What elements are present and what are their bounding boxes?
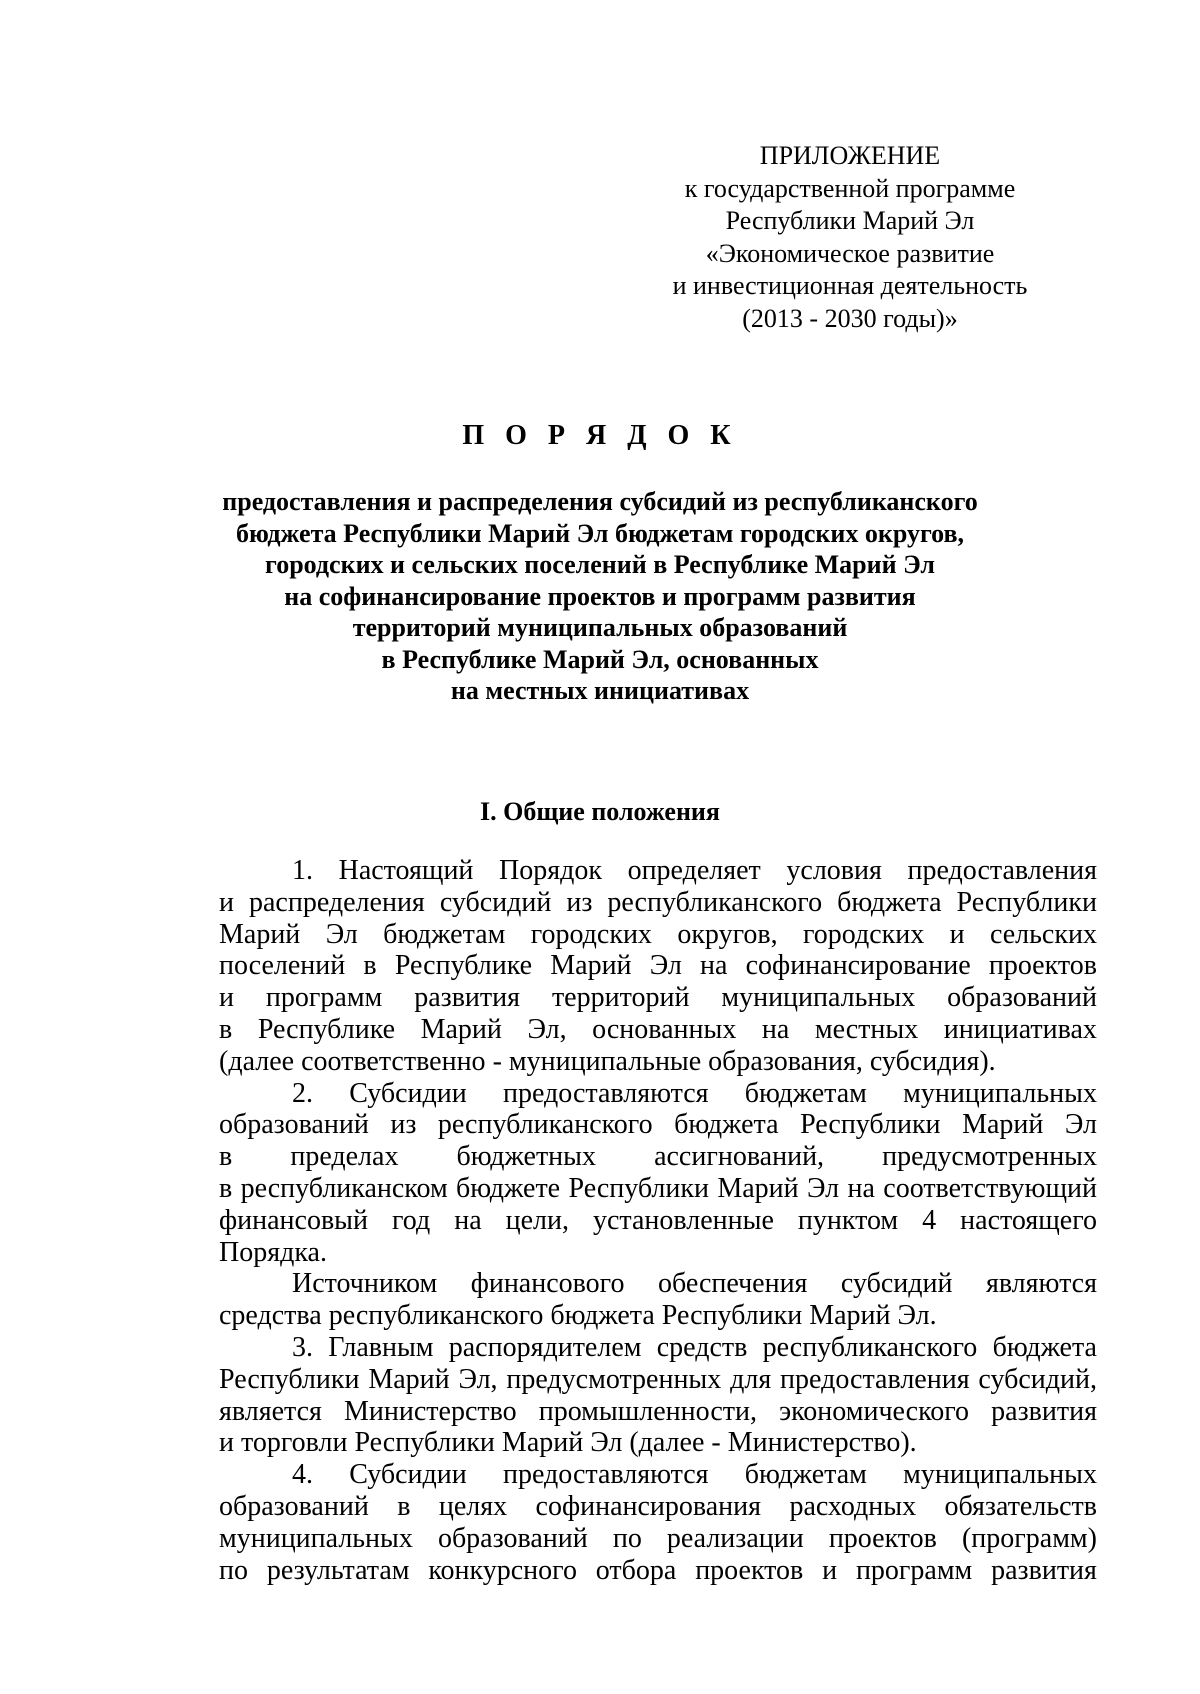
appendix-line: (2013 - 2030 годы)» [742,303,958,333]
body-line [219,919,1097,951]
body-word: местных [814,1013,919,1045]
body-word: муниципальных [903,1077,1097,1109]
subtitle-line: на местных инициативах [450,676,750,705]
body-word: Марий [501,1427,584,1459]
body-word: городских [530,918,652,950]
appendix-line: «Экономическое развитие [705,238,995,268]
body-word: Марий [219,918,301,950]
body-word: (далее [629,1427,705,1459]
body-word: Республике [394,950,533,982]
body-word: субсидий, [978,1363,1097,1395]
body-word: бюджета [550,1300,655,1332]
body-word: на [454,1204,482,1236]
body-word: софинансирования [535,1490,762,1522]
body-word: бюджета [992,1331,1097,1363]
body-word: программ [855,1554,973,1586]
body-word: муниципальные [508,1045,702,1077]
body-word: основанных [592,1013,737,1045]
body-word: городских [802,918,925,950]
body-word: Эл [325,918,358,950]
body-word: проектов [695,1554,804,1586]
body-word: бюджетных [456,1141,596,1173]
body-word: Министерство). [727,1427,917,1459]
document-subtitle [0,486,1200,707]
body-word: реализации [666,1522,804,1554]
body-word: предоставляются [502,1459,709,1491]
body-word: (программ) [961,1522,1097,1554]
body-word: по [219,1554,248,1586]
body-line [219,855,1097,887]
body-word: распорядителем [448,1331,642,1363]
section-heading: I. Общие положения [480,797,720,826]
body-word: республиканском [240,1172,448,1204]
body-word: Республики [800,1109,941,1141]
body-word: муниципальных [721,982,916,1014]
body-word: округов, [677,918,778,950]
body-word: предоставляются [502,1077,709,1109]
body-word: Республики [568,1172,709,1204]
body-word: расходных [789,1490,917,1522]
body-word: республиканского [762,1331,978,1363]
body-word: предусмотренных [506,1363,722,1395]
body-word: Марий [809,1300,891,1332]
body-line [219,1141,1097,1173]
body-word: Эл [590,1427,623,1459]
body-word: в [397,1490,411,1522]
appendix-line: Республики Марий Эл [725,206,975,235]
body-word: результатам [266,1554,410,1586]
body-line [219,1078,1097,1110]
body-word: год [391,1204,431,1236]
body-word: пунктом [797,1204,899,1236]
body-line [219,982,1097,1014]
body-word: определяет [627,855,761,886]
body-line [219,1173,1097,1205]
appendix-block [650,140,1050,335]
body-word: образований [947,982,1097,1014]
body-word: бюджета [837,886,942,918]
body-word: цели, [505,1204,569,1236]
body-word: Эл, [527,1013,567,1045]
body-word: проектов [828,1522,937,1554]
body-word: в [219,1013,233,1045]
body-word: Субсидии [349,1077,467,1109]
body-word: бюджетам [744,1459,867,1491]
body-word: на [761,1013,790,1045]
body-word: Порядок [499,855,602,886]
body-word: распределения [248,886,425,918]
body-line [219,887,1097,919]
body-word: бюджете [456,1172,561,1204]
body-word: бюджета [674,1109,779,1141]
body-line [219,1014,1097,1046]
body-word: Эл [807,1172,840,1204]
body-word: из [566,886,593,918]
body-word: является [219,1395,322,1427]
body-line [219,1332,1097,1364]
body-word: и [822,1554,838,1586]
body-word: субсидий [439,886,552,918]
subtitle-line: предоставления и распределения субсидий из республиканского [222,487,978,516]
body-word: в [363,950,377,982]
body-word: в [219,1141,233,1173]
body-word: условия [786,855,882,886]
body-word: развития [991,1554,1097,1586]
body-word: сельских [989,918,1097,950]
body-word: Настоящий [338,855,474,886]
body-word: образований [219,1490,369,1522]
body-line [219,1300,1097,1332]
body-word: и [219,886,234,918]
body-word: субсидия). [869,1045,996,1077]
body-word: развития [414,982,520,1014]
body-word: и [949,918,965,950]
body-text [219,855,1097,1586]
body-word: Эл [1064,1109,1097,1141]
body-word: - [711,1427,721,1459]
subtitle-line: городских и сельских поселений в Республике Марий Эл [265,550,935,579]
body-word: ассигнований, [654,1141,825,1173]
body-word: проектов [988,950,1097,982]
body-word: Республики [354,1427,495,1459]
body-word: образований [219,1109,369,1141]
body-word: муниципальных [219,1522,413,1554]
body-word: Эл [649,950,682,982]
body-word: Эл, [458,1363,498,1395]
subtitle-line: на софинансирование проектов и программ развития [284,581,916,611]
body-word: - [492,1045,502,1077]
body-word: конкурсного [428,1554,577,1586]
body-word: Марий [717,1172,799,1204]
body-line [219,1205,1097,1237]
appendix-line: ПРИЛОЖЕНИЕ [759,141,941,170]
body-line [219,1491,1097,1523]
body-line [219,1046,1097,1078]
body-word: предоставления [780,1363,970,1395]
body-word: республиканского [607,886,823,918]
body-word: установленные [593,1204,774,1236]
body-word: средства [219,1300,322,1332]
body-word: финансовый [219,1204,368,1236]
body-word: Республики [219,1363,360,1395]
body-word: республиканского [328,1300,544,1332]
body-word: средств [656,1331,748,1363]
body-word: 4. [292,1459,313,1491]
body-word: Главным [328,1331,434,1363]
body-line [219,950,1097,982]
body-word: соответственно [301,1045,486,1077]
body-word: и [219,1427,234,1459]
body-word: поселений [219,950,346,982]
body-word: Марий [962,1109,1044,1141]
body-word: и [219,982,234,1014]
body-word: Источником [292,1268,438,1300]
body-word: обязательств [944,1490,1097,1522]
subtitle-line: в Республике Марий Эл, основанных [381,644,819,674]
body-word: субсидий [840,1268,953,1300]
body-word: бюджетам [744,1077,867,1109]
body-line [219,1523,1097,1555]
body-word: 2. [292,1077,313,1109]
body-line [219,1459,1097,1491]
body-word: на [700,950,728,982]
body-word: предоставления [907,855,1097,886]
body-word: бюджетам [383,918,506,950]
body-word: программ [265,982,383,1014]
body-word: 1. [292,855,313,886]
body-word: предусмотренных [882,1141,1097,1173]
body-word: отбора [595,1554,677,1586]
body-word: для [730,1363,772,1395]
appendix-line: и инвестиционная деятельность [672,271,1028,300]
subtitle-line: территорий муниципальных образований [352,613,848,642]
body-word: Порядка. [219,1236,327,1268]
body-word: Республике [257,1013,396,1045]
appendix-line: к государственной программе [684,173,1016,203]
body-word: образований [437,1522,588,1554]
body-word: республиканского [437,1109,653,1141]
body-word: в [219,1172,233,1204]
body-word: инициативах [943,1013,1097,1045]
body-word: соответствующий [883,1172,1097,1204]
body-word: 4 [922,1204,937,1236]
body-word: Республики [956,886,1097,918]
body-word: торговли [240,1427,348,1459]
document-title: П О Р Я Д О К [462,420,738,451]
body-word: муниципальных [903,1459,1097,1491]
body-line [219,1109,1097,1141]
body-word: экономического [779,1395,970,1427]
body-word: на [847,1172,875,1204]
body-word: настоящего [960,1204,1097,1236]
body-word: промышленности, [538,1395,757,1427]
body-word: из [390,1109,417,1141]
body-word: территорий [551,982,690,1014]
body-word: Марий [550,950,632,982]
body-line [219,1237,1097,1269]
body-word: Эл. [897,1300,937,1332]
body-word: Марий [368,1363,450,1395]
body-word: по [612,1522,642,1554]
subtitle-line: бюджета Республики Марий Эл бюджетам городских округов, [235,518,965,548]
body-line [219,1555,1097,1587]
body-line [219,1268,1097,1300]
body-word: (далее [219,1045,295,1077]
body-word: Министерство [344,1395,517,1427]
body-word: являются [985,1268,1097,1300]
body-word: Марий [420,1013,502,1045]
body-word: пределах [290,1141,399,1173]
body-word: финансового [470,1268,625,1300]
body-word: Субсидии [349,1459,467,1491]
body-word: 3. [292,1331,313,1363]
body-line [219,1396,1097,1428]
body-word: образования, [708,1045,863,1077]
body-word: обеспечения [657,1268,808,1300]
body-word: Республики [661,1300,803,1332]
body-line [219,1364,1097,1396]
body-word: софинансирование [745,950,971,982]
body-line [219,1427,1097,1459]
body-word: целях [438,1490,508,1522]
body-word: развития [991,1395,1097,1427]
